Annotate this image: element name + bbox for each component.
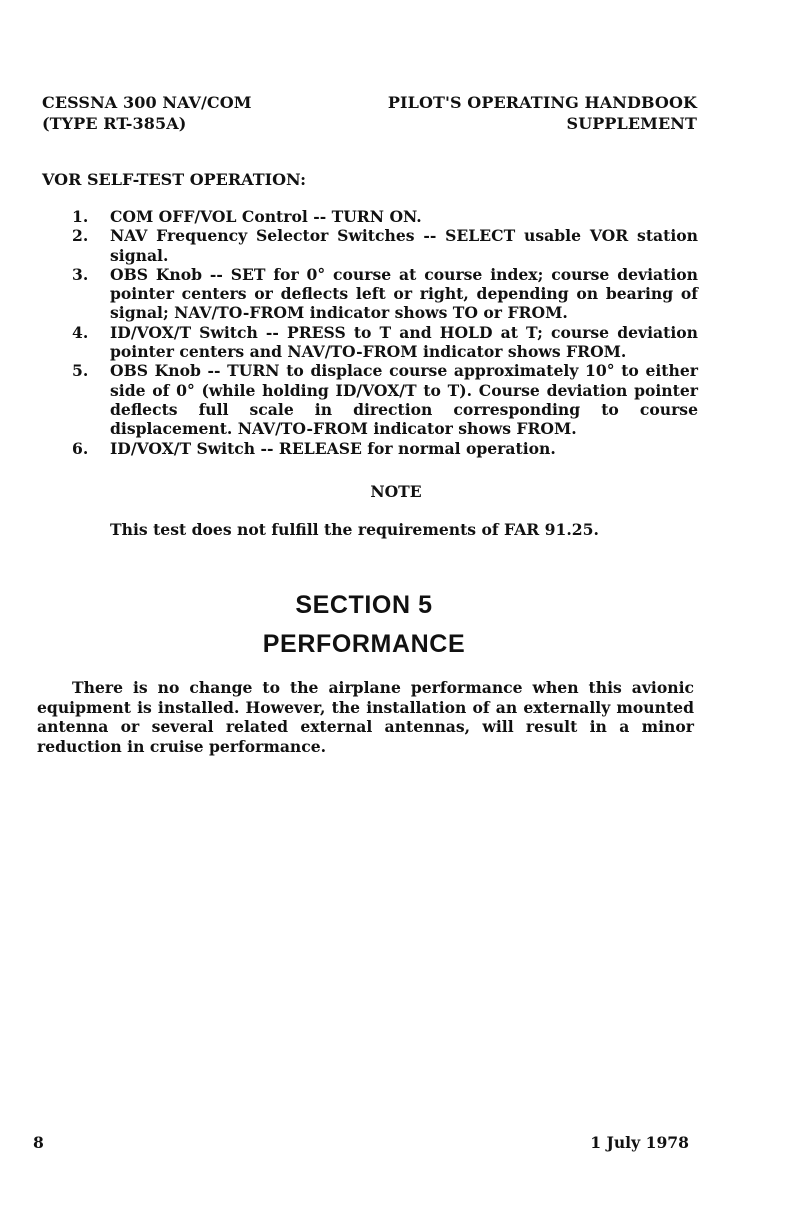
- step-item: [72, 207, 698, 226]
- step-text: COM OFF/VOL Control -- TURN ON.: [110, 207, 422, 226]
- step-text: OBS Knob -- TURN to displace course approximately 10° to either side of 0° (while holding ID/VOX/T to T). Course deviation pointer deflects full scale in direction corresponding to course displacement. NAV/TO-FROM indicator shows FROM.: [110, 361, 698, 439]
- note-label: NOTE: [370, 482, 422, 501]
- page-number: 8: [33, 1133, 44, 1152]
- section-title: SECTION 5: [295, 591, 433, 619]
- step-text: OBS Knob -- SET for 0° course at course index; course deviation pointer centers or deflects left or right, depending on bearing of signal; NAV/TO-FROM indicator shows TO or FROM.: [110, 264, 698, 323]
- vor-self-test-heading: VOR SELF-TEST OPERATION:: [42, 170, 306, 189]
- step-number: 2.: [72, 226, 89, 246]
- vor-test-steps: [72, 207, 698, 458]
- step-number: 5.: [72, 361, 89, 381]
- step-item: [72, 361, 698, 438]
- footer-date: 1 July 1978: [590, 1133, 689, 1152]
- step-number: 6.: [72, 438, 89, 458]
- header-product-type: (TYPE RT-385A): [42, 114, 187, 133]
- step-text: ID/VOX/T Switch -- PRESS to T and HOLD at T; course deviation pointer centers and NAV/TO-FROM indicator shows FROM.: [110, 322, 698, 362]
- step-item: [72, 226, 698, 265]
- step-number: 1.: [72, 207, 89, 226]
- note-text: This test does not fulfill the requirements of FAR 91.25.: [110, 520, 599, 539]
- step-item: [72, 265, 698, 323]
- step-text: NAV Frequency Selector Switches -- SELECT usable VOR station signal.: [110, 226, 698, 265]
- header-handbook-title: PILOT'S OPERATING HANDBOOK: [387, 93, 697, 112]
- performance-paragraph: There is no change to the airplane performance when this avionic equipment is installed. However, the installation of an externally mounted antenna or several related external antennas, will result in a minor reduction in cruise performance.: [37, 678, 694, 756]
- step-text: ID/VOX/T Switch -- RELEASE for normal operation.: [110, 438, 556, 458]
- section-subtitle: PERFORMANCE: [262, 630, 466, 658]
- step-number: 4.: [72, 322, 89, 342]
- step-item: [72, 439, 698, 458]
- step-item: [72, 323, 698, 362]
- header-left: [42, 92, 252, 134]
- header-product-name: CESSNA 300 NAV/COM: [42, 93, 252, 112]
- header-handbook-subtitle: SUPPLEMENT: [566, 114, 697, 133]
- step-number: 3.: [72, 264, 89, 284]
- header-right: [388, 92, 697, 134]
